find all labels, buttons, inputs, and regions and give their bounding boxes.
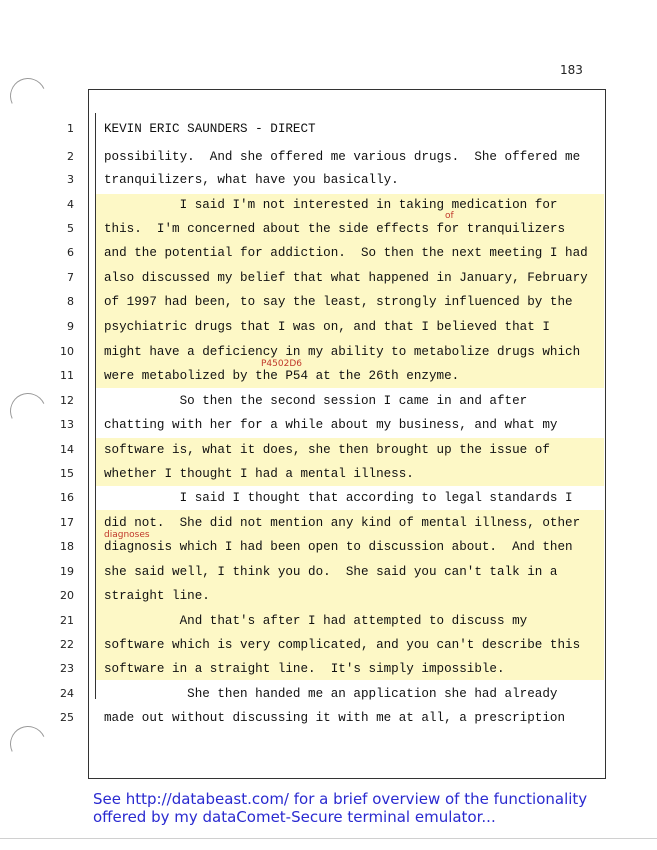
line-number: 6 <box>67 246 74 259</box>
line-text: of 1997 had been, to say the least, strongly influenced by the <box>104 295 573 309</box>
line-text: and the potential for addiction. So then the next meeting I had <box>104 246 588 260</box>
line-number: 8 <box>67 295 74 308</box>
line-number: 17 <box>60 516 74 529</box>
line-number: 4 <box>67 198 74 211</box>
line-number: 16 <box>60 491 74 504</box>
line-text: did not. She did not mention any kind of mental illness, other <box>104 516 581 530</box>
line-text: KEVIN ERIC SAUNDERS - DIRECT <box>104 122 316 136</box>
line-number: 13 <box>60 418 74 431</box>
line-text: whether I thought I had a mental illness. <box>104 467 414 481</box>
line-number: 25 <box>60 711 74 724</box>
line-number: 21 <box>60 614 74 627</box>
line-number: 11 <box>60 369 74 382</box>
line-number: 10 <box>60 345 74 358</box>
page-number: 183 <box>560 63 583 77</box>
line-number: 18 <box>60 540 74 553</box>
line-text: diagnosis which I had been open to discussion about. And then <box>104 540 573 554</box>
line-number: 24 <box>60 687 74 700</box>
correction-note-enzyme: P4502D6 <box>261 359 302 369</box>
line-text: I said I thought that according to legal standards I <box>104 491 573 505</box>
bottom-divider <box>0 838 657 839</box>
line-number: 19 <box>60 565 74 578</box>
line-number: 3 <box>67 173 74 186</box>
line-text: she said well, I think you do. She said you can't talk in a <box>104 565 558 579</box>
line-text: might have a deficiency in my ability to metabolize drugs which <box>104 345 581 359</box>
punch-hole-bottom <box>5 721 51 767</box>
line-number: 20 <box>60 589 74 602</box>
line-text: straight line. <box>104 589 210 603</box>
line-text: She then handed me an application she had already <box>104 687 558 701</box>
line-number: 1 <box>67 122 74 135</box>
line-text: were metabolized by the P54 at the 26th enzyme. <box>104 369 460 383</box>
footer-line-1: See http://databeast.com/ for a brief overview of the functionality <box>93 790 588 808</box>
line-text: chatting with her for a while about my business, and what my <box>104 418 558 432</box>
line-number: 22 <box>60 638 74 651</box>
line-text: possibility. And she offered me various drugs. She offered me <box>104 150 581 164</box>
line-number: 12 <box>60 394 74 407</box>
line-text: So then the second session I came in and after <box>104 394 528 408</box>
line-number: 5 <box>67 222 74 235</box>
line-text: made out without discussing it with me at all, a prescription <box>104 711 566 725</box>
line-number: 15 <box>60 467 74 480</box>
line-text: tranquilizers, what have you basically. <box>104 173 399 187</box>
line-text: software which is very complicated, and you can't describe this <box>104 638 581 652</box>
footer-line-2: offered by my dataComet-Secure terminal emulator... <box>93 808 496 826</box>
left-margin-rule <box>95 113 96 699</box>
line-text: I said I'm not interested in taking medication for <box>104 198 558 212</box>
footer-note <box>93 790 633 826</box>
line-number: 14 <box>60 443 74 456</box>
line-number: 7 <box>67 271 74 284</box>
correction-note-diagnoses: diagnoses <box>104 530 150 540</box>
line-number: 23 <box>60 662 74 675</box>
line-number: 2 <box>67 150 74 163</box>
line-text: also discussed my belief that what happened in January, February <box>104 271 588 285</box>
line-number: 9 <box>67 320 74 333</box>
correction-note-of: of <box>445 211 454 221</box>
line-text: software in a straight line. It's simply impossible. <box>104 662 505 676</box>
line-text: psychiatric drugs that I was on, and that I believed that I <box>104 320 550 334</box>
punch-hole-top <box>5 73 51 119</box>
line-text: And that's after I had attempted to discuss my <box>104 614 528 628</box>
line-text: this. I'm concerned about the side effects for tranquilizers <box>104 222 566 236</box>
line-text: software is, what it does, she then brought up the issue of <box>104 443 550 457</box>
